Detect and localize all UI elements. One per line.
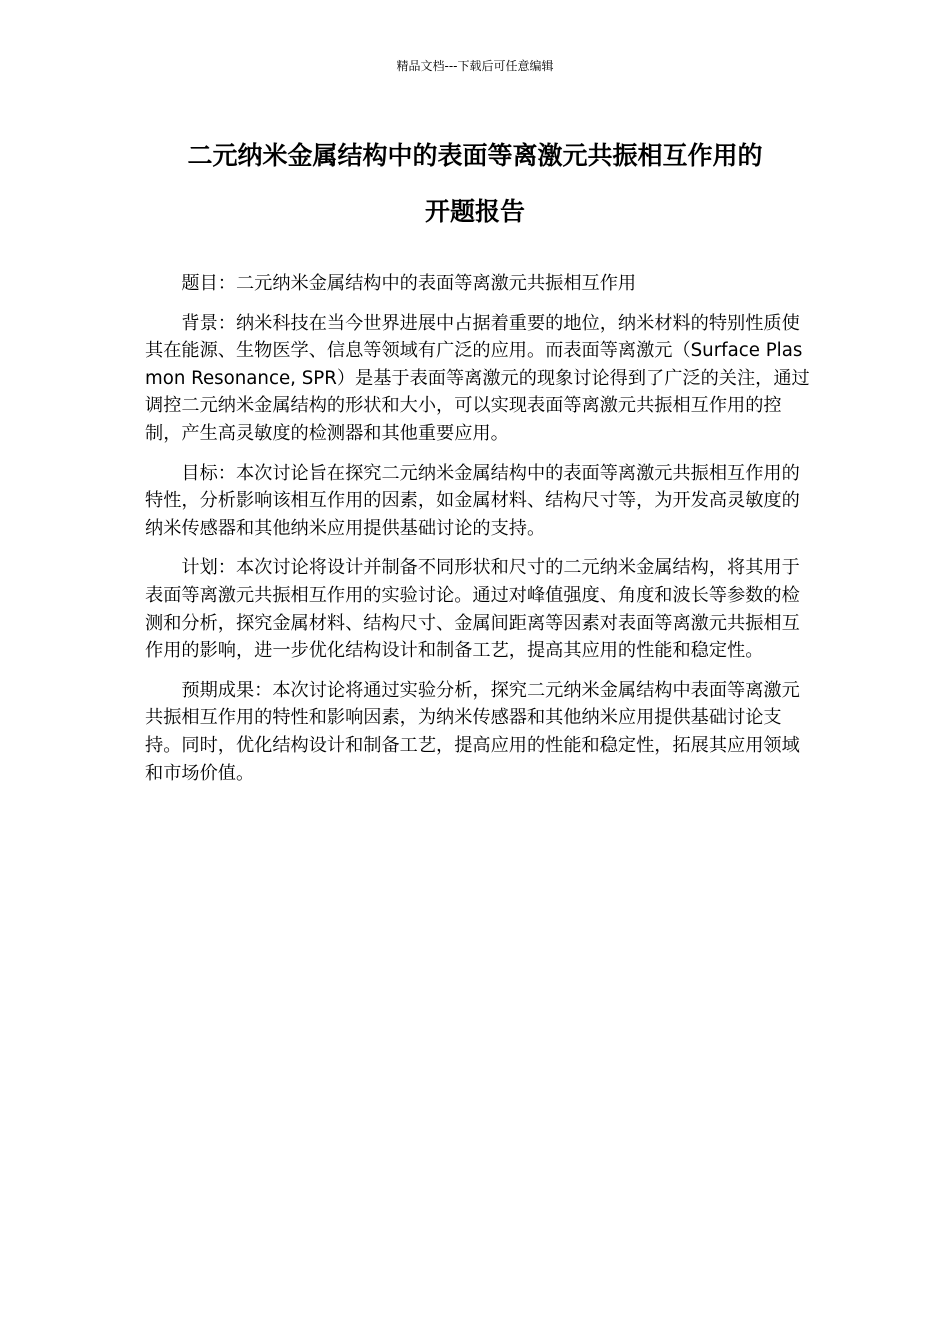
paragraph-label: 目标：	[181, 462, 236, 484]
document-title	[120, 128, 830, 240]
document-body	[145, 270, 813, 799]
paragraph-text: 本次讨论将设计并制备不同形状和尺寸的二元纳米金属结构，将其用于表面等离激元共振相互作用的实验讨论。通过对峰值强度、角度和波长等参数的检测和分析，探究金属材料、结构尺寸、金属间距离等因素对表面等离激元共振相互作用的影响，进一步优化结构设计和制备工艺，提高其应用的性能和稳定性。	[145, 557, 800, 662]
title-line-2: 开题报告	[424, 197, 525, 226]
paragraph-background	[145, 310, 813, 448]
paragraph-text: 二元纳米金属结构中的表面等离激元共振相互作用	[235, 273, 637, 294]
paragraph-objective	[145, 460, 813, 543]
paragraph-text: 纳米科技在当今世界进展中占据着重要的地位，纳米材料的特别性质使其在能源、生物医学、信息等领域有广泛的应用。而表面等离激元（Surface Plasmon Resonance, SPR）是基于表面等离激元的现象讨论得到了广泛的关注，通过调控二元纳米金属结构的形状和大小，可以实现表面等离激元共振相互作用的控制，产生高灵敏度的检测器和其他重要应用。	[145, 312, 810, 444]
header-note: 精品文档---下载后可任意编辑	[396, 59, 554, 73]
paragraph-label: 题目：	[181, 273, 236, 294]
paragraph-expected-results	[145, 677, 813, 787]
title-line-1: 二元纳米金属结构中的表面等离激元共振相互作用的	[187, 141, 763, 170]
paragraph-topic	[145, 270, 813, 298]
paragraph-text: 本次讨论将通过实验分析，探究二元纳米金属结构中表面等离激元共振相互作用的特性和影响因素，为纳米传感器和其他纳米应用提供基础讨论支持。同时，优化结构设计和制备工艺，提高应用的性能和稳定性，拓展其应用领域和市场价值。	[145, 679, 800, 784]
paragraph-plan	[145, 554, 813, 664]
paragraph-text: 本次讨论旨在探究二元纳米金属结构中的表面等离激元共振相互作用的特性，分析影响该相互作用的因素，如金属材料、结构尺寸等，为开发高灵敏度的纳米传感器和其他纳米应用提供基础讨论的支持。	[145, 462, 800, 539]
paragraph-label: 背景：	[181, 312, 236, 334]
paragraph-label: 计划：	[181, 557, 236, 579]
paragraph-label: 预期成果：	[181, 679, 273, 701]
